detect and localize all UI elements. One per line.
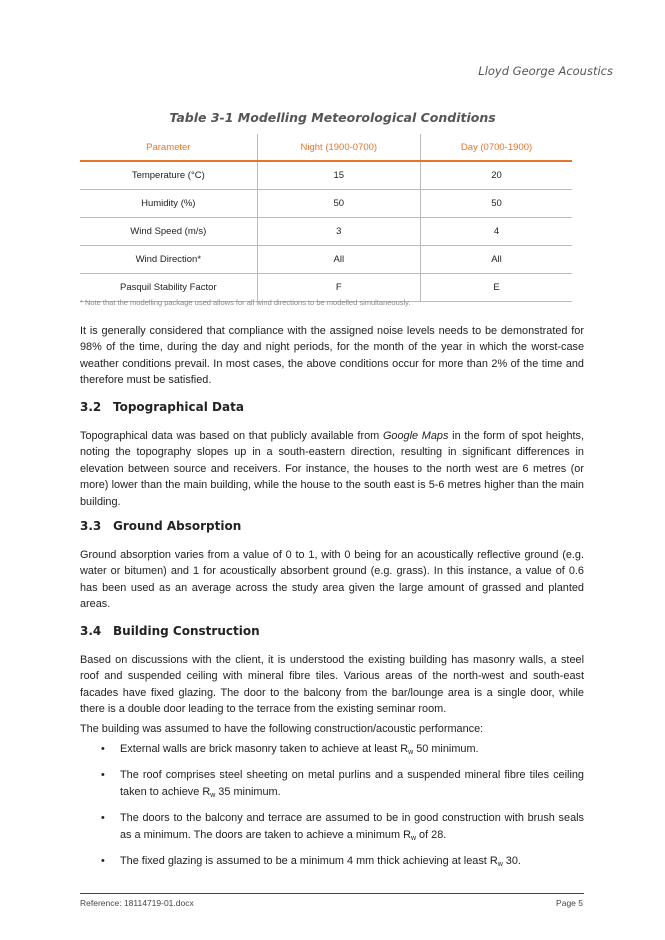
construction-list <box>80 741 584 879</box>
column-header-parameter: Parameter <box>80 134 257 161</box>
section-title: Ground Absorption <box>113 519 242 533</box>
table-cell: 15 <box>257 161 420 190</box>
table-cell: All <box>420 246 572 274</box>
table-cell: 50 <box>420 190 572 218</box>
ground-absorption-paragraph: Ground absorption varies from a value of 0 to 1, with 0 being for an acoustically reflective ground (e.g. water or bitumen) and 1 for acoustically absorbent ground (e.g. grass). In this instance, a value of 0.6 has been used as an average across the study area given the large amount of grassed and planted areas. <box>80 549 584 611</box>
section-title: Building Construction <box>113 624 260 638</box>
table-note: * Note that the modelling package used allows for all wind directions to be modelled simultaneously. <box>80 298 411 307</box>
topographical-text-start: Topographical data was based on that publicly available from <box>80 430 383 442</box>
section-number: 3.4 <box>80 624 102 638</box>
footer-reference: Reference: 18114719-01.docx <box>80 898 194 908</box>
bullet-icon: • <box>101 743 105 755</box>
building-intro-sentence: The building was assumed to have the following construction/acoustic performance: <box>80 723 484 735</box>
footer-divider <box>80 893 584 894</box>
section-title: Topographical Data <box>113 400 244 414</box>
bullet-icon: • <box>101 812 105 825</box>
list-item: • The roof comprises steel sheeting on metal purlins and a suspended mineral fibre tiles ceiling taken to achieve $R_w$ 35 minimum. <box>101 769 584 799</box>
table-row <box>80 190 572 218</box>
table-cell: F <box>257 274 420 302</box>
page-number: Page 5 <box>556 898 583 908</box>
bullet-icon: • <box>101 769 105 782</box>
topographical-text-end: in the form of spot heights, noting the topography slopes up in a south-eastern direction, resulting in significant differences in elevation between source and receivers. For instance, the houses to the north west are 6 metres (or more) lower than the main building, while the house to the south east is 5-6 metres higher than the main building. <box>80 430 584 508</box>
section-heading-topographical <box>80 400 244 414</box>
header-brand: Lloyd George Acoustics <box>478 64 613 78</box>
list-item: • The doors to the balcony and terrace are assumed to be in good construction with brush seals as a minimum. The doors are taken to achieve a minimum $R_w$ of 28. <box>101 812 584 842</box>
table-cell: All <box>257 246 420 274</box>
section-heading-building-construction <box>80 624 260 638</box>
table-title: Table 3-1 Modelling Meteorological Conditions <box>169 110 496 125</box>
table-cell: 20 <box>420 161 572 190</box>
column-header-night: Night (1900-0700) <box>257 134 420 161</box>
topographical-paragraph <box>80 428 584 510</box>
intro-paragraph: It is generally considered that compliance with the assigned noise levels needs to be demonstrated for 98% of the time, during the day and night periods, for the month of the year in which the worst-case weather conditions prevail. In most cases, the above conditions occur for more than 2% of the time and therefore must be satisfied. <box>80 325 584 387</box>
table-cell: Wind Direction* <box>80 246 257 274</box>
list-item: • External walls are brick masonry taken to achieve at least $R_w$ 50 minimum. <box>101 743 479 756</box>
table-cell: 50 <box>257 190 420 218</box>
table-cell: 3 <box>257 218 420 246</box>
section-number: 3.2 <box>80 400 102 414</box>
table-row <box>80 218 572 246</box>
list-item: • The fixed glazing is assumed to be a minimum 4 mm thick achieving at least $R_w$ 30. <box>101 855 521 869</box>
meteorological-table <box>80 134 572 302</box>
table-cell: Humidity (%) <box>80 190 257 218</box>
section-number: 3.3 <box>80 519 102 533</box>
table-cell: 4 <box>420 218 572 246</box>
table-cell: Wind Speed (m/s) <box>80 218 257 246</box>
table-header-row <box>80 134 572 161</box>
google-maps-text: Google Maps <box>382 430 449 442</box>
building-paragraph: Based on discussions with the client, it is understood the existing building has masonry walls, a steel roof and suspended ceiling with mineral fibre tiles. Various areas of the north-west and south-east facades have fixed glazing. The door to the balcony from the bar/lounge area is a single door, while there is a double door leading to the terrace from the existing seminar room. <box>80 654 584 716</box>
table-row <box>80 161 572 190</box>
table-row <box>80 246 572 274</box>
bullet-icon: • <box>101 855 105 868</box>
table-cell: Temperature (°C) <box>80 161 257 190</box>
table-cell: Pasquil Stability Factor <box>80 274 257 302</box>
section-heading-ground-absorption <box>80 519 241 533</box>
column-header-day: Day (0700-1900) <box>420 134 572 161</box>
table-cell: E <box>420 274 572 302</box>
